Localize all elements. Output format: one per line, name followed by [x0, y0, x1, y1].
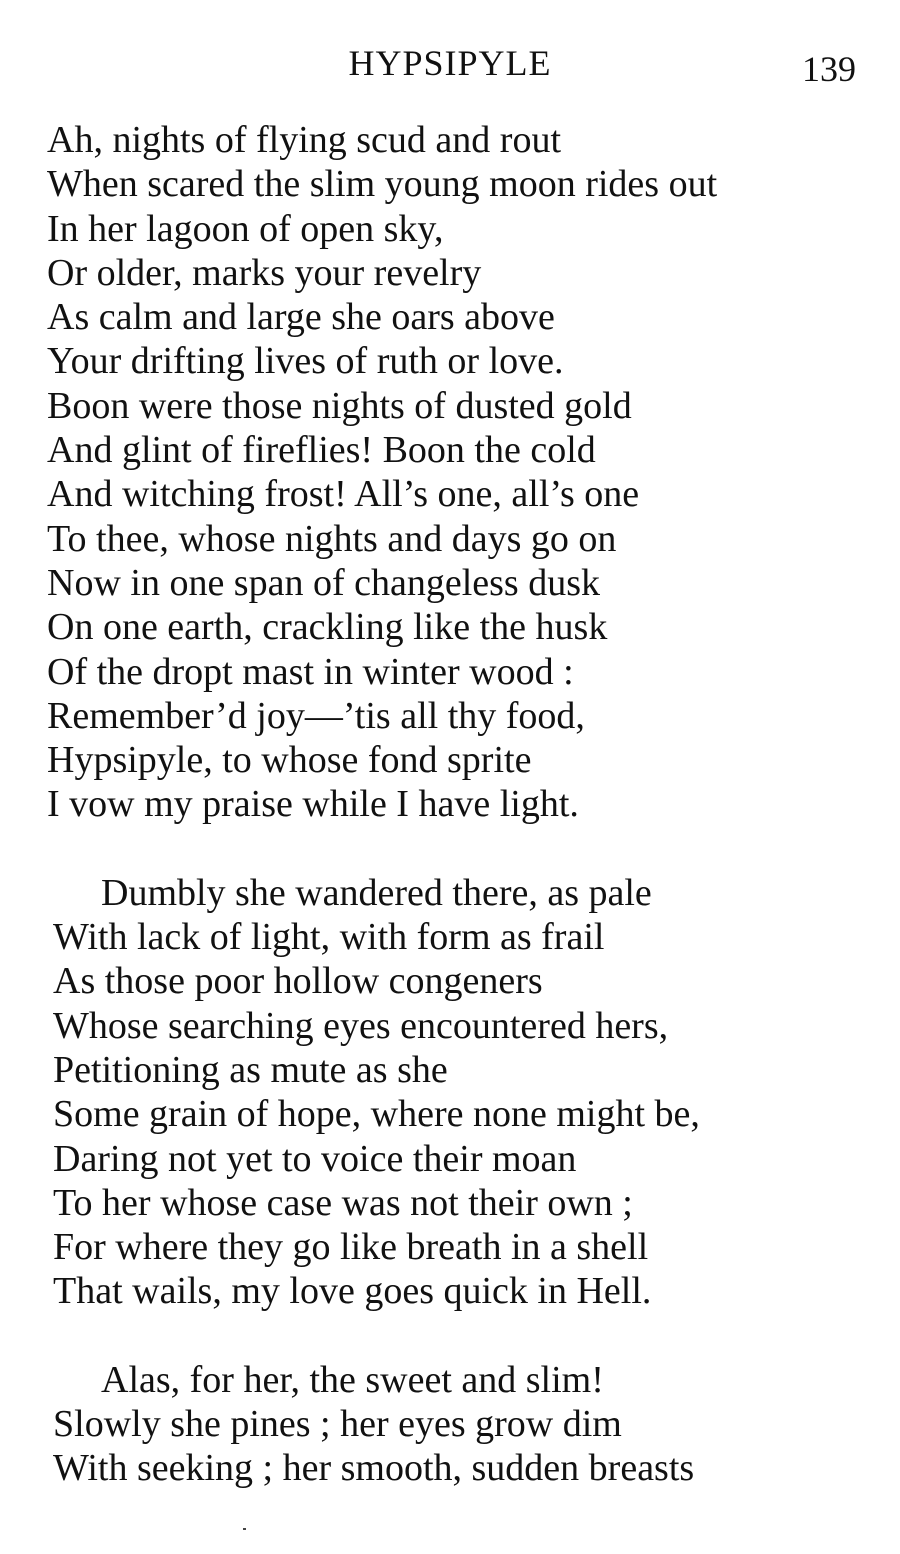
stanza-3: [47, 1358, 867, 1491]
poem-line: Boon were those nights of dusted gold: [47, 384, 632, 427]
poem-line: As calm and large she oars above: [47, 296, 555, 339]
poem-line: With seeking ; her smooth, sudden breasts: [53, 1447, 695, 1490]
poem-line: That wails, my love goes quick in Hell.: [53, 1270, 652, 1313]
poem-line: Ah, nights of flying scud and rout: [47, 119, 562, 161]
stanza-1: [47, 118, 867, 827]
stanza-2: [47, 871, 867, 1314]
poem-line: Slowly she pines ; her eyes grow dim: [53, 1403, 622, 1446]
poem-line: Remember’d joy—’tis all thy food,: [47, 694, 585, 737]
poem-line: To thee, whose nights and days go on: [47, 517, 617, 560]
poem-line: And witching frost! All’s one, all’s one: [47, 473, 640, 516]
poem-line: Petitioning as mute as she: [53, 1048, 448, 1091]
poem-line: In her lagoon of open sky,: [47, 207, 444, 250]
poem-line: As those poor hollow congeners: [53, 960, 543, 1003]
poem-line: With lack of light, with form as frail: [53, 916, 605, 959]
poem-line: Of the dropt mast in winter wood :: [47, 650, 574, 693]
poem-line: Hypsipyle, to whose fond sprite: [47, 739, 532, 782]
print-speck: [243, 1528, 246, 1530]
poem-line: Daring not yet to voice their moan: [53, 1137, 577, 1180]
running-title: HYPSIPYLE: [348, 43, 552, 83]
poem-line: Now in one span of changeless dusk: [47, 561, 601, 604]
poem-line: Some grain of hope, where none might be,: [53, 1093, 700, 1136]
poem-line: On one earth, crackling like the husk: [47, 606, 608, 649]
poem-line: Or older, marks your revelry: [47, 251, 482, 294]
poem-line: Your drifting lives of ruth or love.: [47, 340, 564, 383]
poem-line: And glint of fireflies! Boon the cold: [47, 429, 596, 472]
poem-line: When scared the slim young moon rides out: [47, 163, 718, 206]
poem-line: To her whose case was not their own ;: [53, 1181, 633, 1224]
poem-text: [47, 118, 867, 1491]
running-header: [0, 38, 900, 88]
poem-line: For where they go like breath in a shell: [53, 1226, 649, 1269]
poem-line: I vow my praise while I have light.: [47, 783, 579, 826]
poem-line: Dumbly she wandered there, as pale: [101, 871, 652, 914]
poem-line: Alas, for her, the sweet and slim!: [101, 1358, 604, 1401]
page-number: 139: [802, 49, 856, 89]
poem-line: Whose searching eyes encountered hers,: [53, 1004, 669, 1047]
